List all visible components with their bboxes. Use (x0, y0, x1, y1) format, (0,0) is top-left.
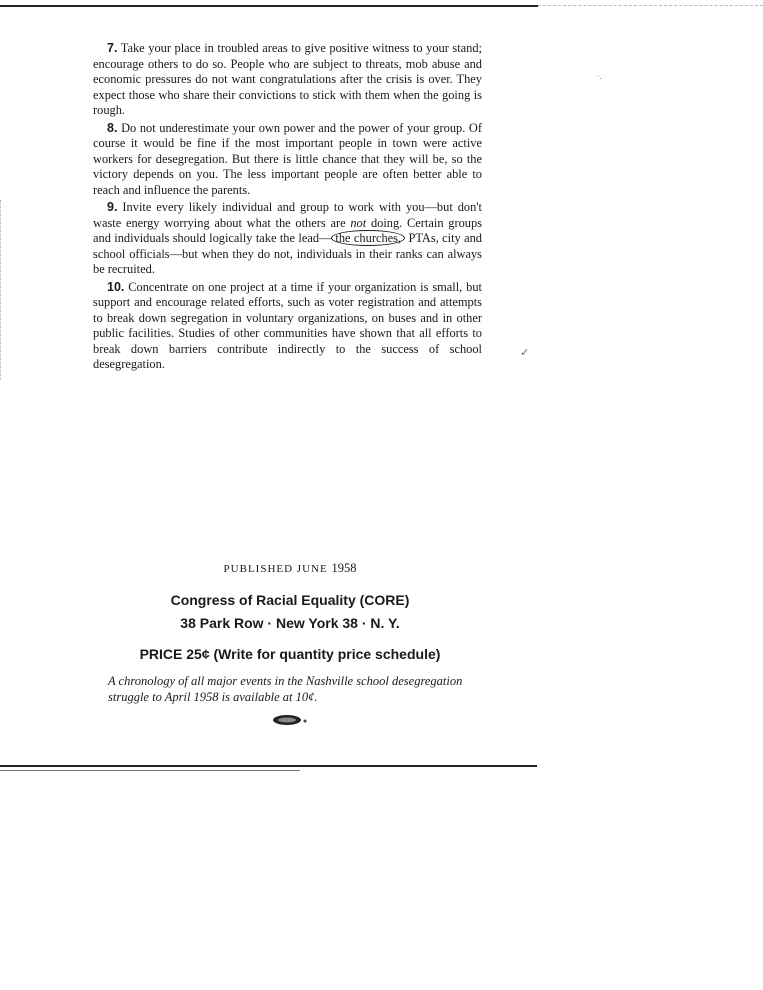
item-10 (93, 280, 482, 373)
item-text-part-b: doing. Certain groups and individuals should logically take the lead— (93, 215, 482, 245)
bottom-rule (0, 765, 537, 767)
published-label: PUBLISHED JUNE (223, 563, 328, 575)
scan-mark: ✓ (520, 347, 530, 359)
item-number: 10. (107, 279, 125, 294)
published-year: 1958 (331, 561, 357, 575)
item-number: 8. (107, 120, 118, 135)
union-bug-icon (270, 712, 310, 728)
item-number: 9. (107, 200, 118, 214)
circled-annotation: the churches, (331, 230, 405, 246)
organization-name: Congress of Racial Equality (CORE) (170, 592, 410, 608)
top-dashed-edge (538, 5, 763, 6)
organization-address: 38 Park Row · New York 38 · N. Y. (180, 615, 400, 631)
top-rule (0, 5, 538, 7)
item-text: Do not underestimate your own power and the power of your group. Of course it would be fine if the most important people in town were active workers for desegregation. But there is little chance that they will be, so the victory depends on you. The less important people are often better able to reach and influence the parents. (93, 120, 482, 197)
publication-date (0, 561, 580, 576)
item-emphasis: not (350, 215, 367, 230)
item-9 (93, 200, 482, 278)
item-8 (93, 121, 482, 199)
chronology-note: A chronology of all major events in the Nashville school desegregation struggle to April 1958 is available at 10¢. (108, 674, 463, 704)
item-text: Concentrate on one project at a time if your organization is small, but support and encourage related efforts, such as voter registration and attempts to break down segregation in voluntary organizations, on buses and in other public facilities. Studies of other communities have shown that all efforts to break down barriers contribute indirectly to the success of school desegregation. (93, 279, 482, 371)
scan-speck: ·. (597, 72, 602, 81)
item-text-part-a: Invite every likely individual and group to work with you—but don't waste energy worrying about what the others are (93, 200, 483, 230)
item-text: Take your place in troubled areas to give positive witness to your stand; encourage others to do so. People who are subject to threats, mob abuse and economic pressures do not want congratulations after the crisis is over. They expect those who share their convictions to stick with them when the going is rough. (93, 41, 482, 117)
item-text-part-c: PTAs, city and school officials—but when they do not, individuals in their ranks can always be recruited. (93, 231, 483, 276)
bottom-rule-thin (0, 770, 300, 771)
item-7 (93, 41, 482, 119)
item-number: 7. (107, 41, 118, 55)
scan-edge-dots (0, 200, 2, 380)
body-text (93, 41, 482, 375)
price-line: PRICE 25¢ (Write for quantity price schedule) (139, 646, 441, 662)
